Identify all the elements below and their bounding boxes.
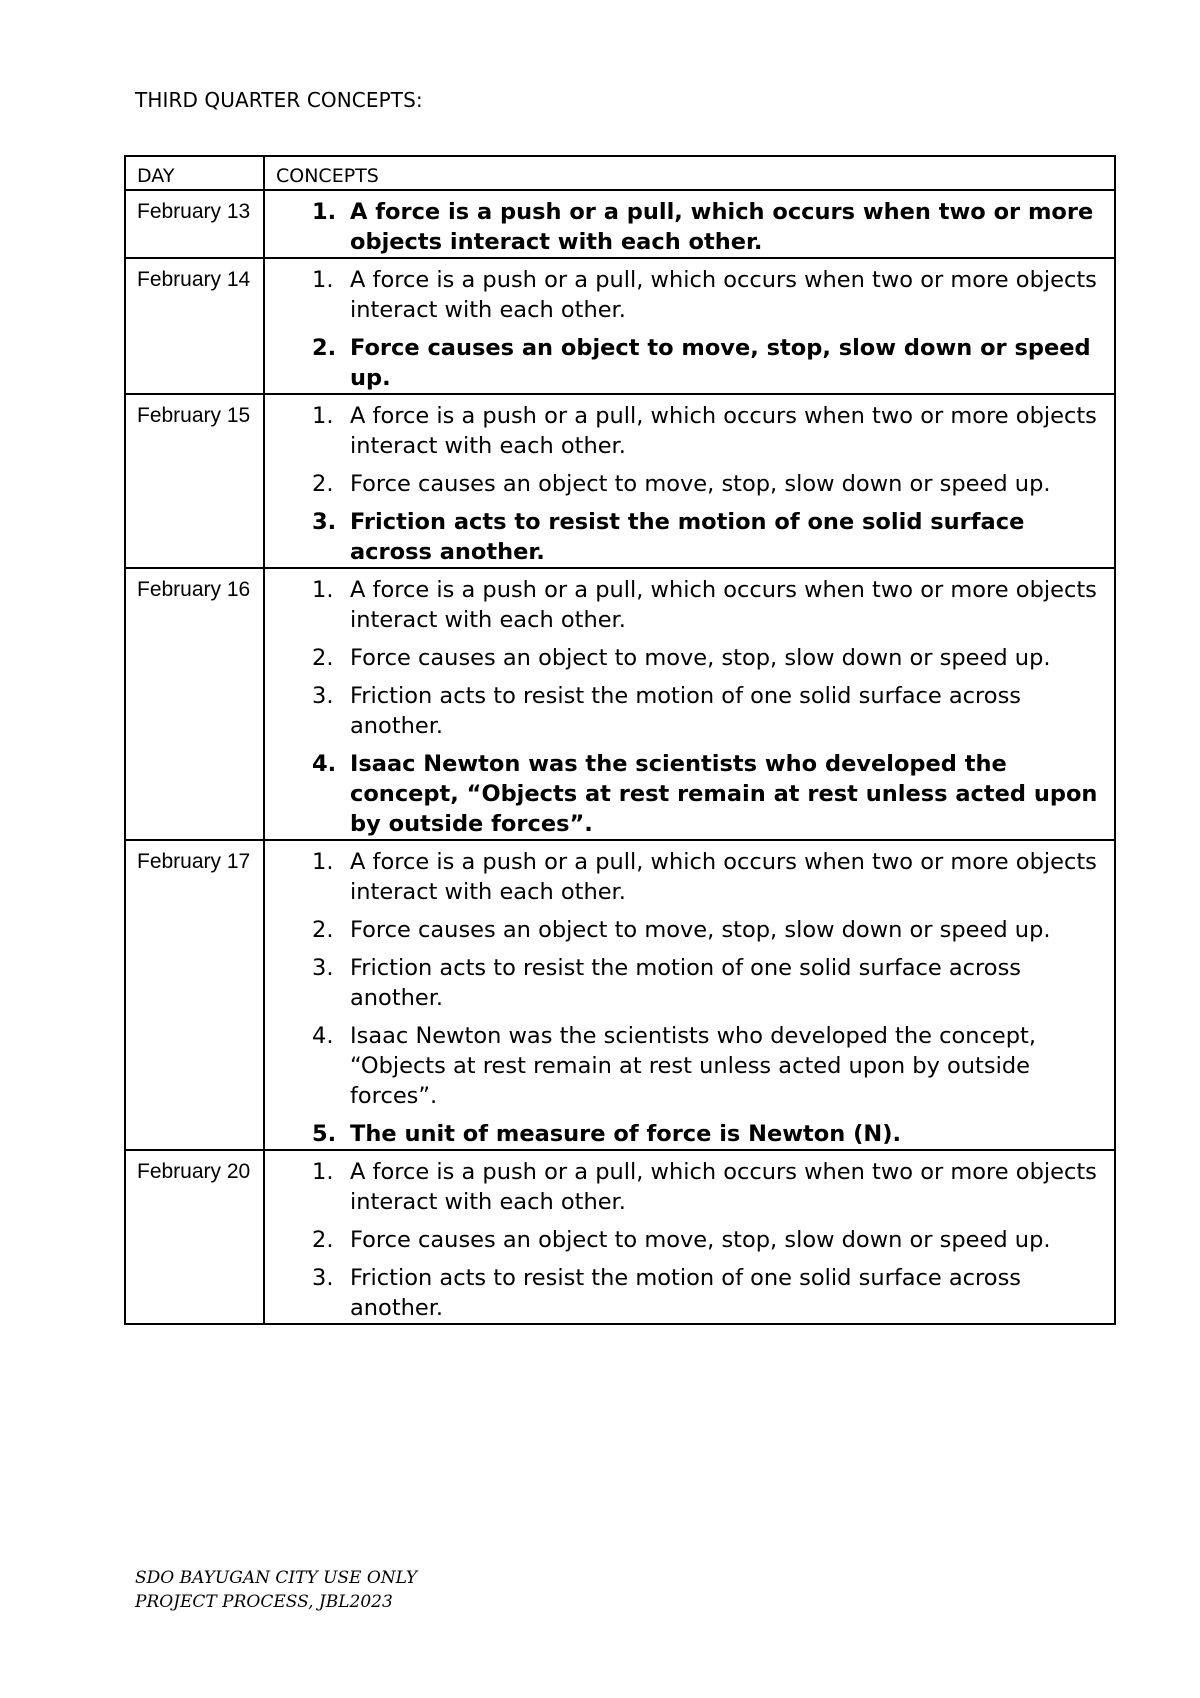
concept-item-text: Isaac Newton was the scientists who developed the concept, “Objects at rest remain at rest unless acted upon by outside forces”. bbox=[350, 1023, 1036, 1109]
concept-item-text: Force causes an object to move, stop, slow down or speed up. bbox=[350, 917, 1051, 943]
day-cell: February 15 bbox=[125, 394, 264, 568]
concept-item bbox=[265, 1119, 1100, 1149]
day-cell: February 16 bbox=[125, 568, 264, 840]
concept-item-text: A force is a push or a pull, which occurs when two or more objects interact with each other. bbox=[350, 199, 1094, 255]
day-cell: February 13 bbox=[125, 190, 264, 258]
concept-item bbox=[265, 401, 1100, 461]
table-row bbox=[125, 190, 1115, 258]
concept-item-number: 2. bbox=[312, 1227, 334, 1253]
concept-item-text: Isaac Newton was the scientists who developed the concept, “Objects at rest remain at rest unless acted upon by outside forces”. bbox=[350, 751, 1098, 837]
concept-item-text: Friction acts to resist the motion of one solid surface across another. bbox=[350, 955, 1022, 1011]
concept-item-text: Force causes an object to move, stop, slow down or speed up. bbox=[350, 645, 1051, 671]
concept-list bbox=[265, 401, 1100, 567]
concepts-cell bbox=[264, 394, 1115, 568]
day-cell: February 17 bbox=[125, 840, 264, 1150]
concept-item bbox=[265, 507, 1100, 567]
concept-item-number: 1. bbox=[312, 403, 334, 429]
table-row bbox=[125, 840, 1115, 1150]
concept-list bbox=[265, 197, 1100, 257]
table-header-row bbox=[125, 156, 1115, 190]
concept-item-number: 2. bbox=[312, 335, 337, 361]
concept-item-number: 2. bbox=[312, 471, 334, 497]
document-title: THIRD QUARTER CONCEPTS: bbox=[135, 88, 423, 112]
concept-item bbox=[265, 643, 1100, 673]
concept-item bbox=[265, 847, 1100, 907]
concept-item bbox=[265, 265, 1100, 325]
concept-item-number: 1. bbox=[312, 577, 334, 603]
concept-item-text: Force causes an object to move, stop, slow down or speed up. bbox=[350, 471, 1051, 497]
concept-item bbox=[265, 197, 1100, 257]
concept-item-number: 2. bbox=[312, 917, 334, 943]
concept-item-number: 3. bbox=[312, 683, 334, 709]
footer-line-1: SDO BAYUGAN CITY USE ONLY bbox=[135, 1568, 418, 1588]
concept-item-number: 1. bbox=[312, 849, 334, 875]
concept-item bbox=[265, 1263, 1100, 1323]
concept-item-text: Force causes an object to move, stop, slow down or speed up. bbox=[350, 1227, 1051, 1253]
concept-item bbox=[265, 915, 1100, 945]
concept-item-text: A force is a push or a pull, which occurs when two or more objects interact with each other. bbox=[350, 1159, 1097, 1215]
table-row bbox=[125, 568, 1115, 840]
table-row bbox=[125, 394, 1115, 568]
concepts-cell bbox=[264, 258, 1115, 394]
concept-item bbox=[265, 749, 1100, 839]
concept-item-text: A force is a push or a pull, which occurs when two or more objects interact with each other. bbox=[350, 849, 1097, 905]
concept-item bbox=[265, 1157, 1100, 1217]
concepts-cell bbox=[264, 1150, 1115, 1324]
header-concepts: CONCEPTS bbox=[264, 156, 1115, 190]
concept-item bbox=[265, 1225, 1100, 1255]
concept-item-number: 5. bbox=[312, 1121, 337, 1147]
table-row bbox=[125, 1150, 1115, 1324]
concept-item-number: 4. bbox=[312, 1023, 334, 1049]
concept-item-number: 1. bbox=[312, 199, 337, 225]
concept-item bbox=[265, 469, 1100, 499]
day-cell: February 14 bbox=[125, 258, 264, 394]
concept-item bbox=[265, 681, 1100, 741]
concepts-cell bbox=[264, 840, 1115, 1150]
concept-item-number: 3. bbox=[312, 955, 334, 981]
concept-item-number: 1. bbox=[312, 1159, 334, 1185]
concepts-cell bbox=[264, 568, 1115, 840]
concept-item-text: The unit of measure of force is Newton (N). bbox=[350, 1121, 902, 1147]
concepts-table bbox=[124, 155, 1116, 1325]
concept-item-number: 3. bbox=[312, 1265, 334, 1291]
concept-item-text: A force is a push or a pull, which occurs when two or more objects interact with each other. bbox=[350, 577, 1097, 633]
concept-item-text: A force is a push or a pull, which occurs when two or more objects interact with each other. bbox=[350, 267, 1097, 323]
concept-item-text: A force is a push or a pull, which occurs when two or more objects interact with each other. bbox=[350, 403, 1097, 459]
concept-item-number: 4. bbox=[312, 751, 337, 777]
concept-list bbox=[265, 575, 1100, 839]
concept-item bbox=[265, 333, 1100, 393]
footer-line-2: PROJECT PROCESS, JBL2023 bbox=[135, 1592, 393, 1612]
concept-item-text: Force causes an object to move, stop, slow down or speed up. bbox=[350, 335, 1091, 391]
table-row bbox=[125, 258, 1115, 394]
concept-item-number: 1. bbox=[312, 267, 334, 293]
day-cell: February 20 bbox=[125, 1150, 264, 1324]
header-day: DAY bbox=[125, 156, 264, 190]
concept-item bbox=[265, 575, 1100, 635]
concept-item-text: Friction acts to resist the motion of one solid surface across another. bbox=[350, 1265, 1022, 1321]
concept-list bbox=[265, 1157, 1100, 1323]
concept-item-number: 2. bbox=[312, 645, 334, 671]
concepts-table-body bbox=[125, 156, 1115, 1324]
concept-item-text: Friction acts to resist the motion of one solid surface across another. bbox=[350, 683, 1022, 739]
concept-item-text: Friction acts to resist the motion of one solid surface across another. bbox=[350, 509, 1025, 565]
concept-item-number: 3. bbox=[312, 509, 337, 535]
concept-item bbox=[265, 953, 1100, 1013]
concept-list bbox=[265, 265, 1100, 393]
concept-list bbox=[265, 847, 1100, 1149]
concepts-cell bbox=[264, 190, 1115, 258]
concept-item bbox=[265, 1021, 1100, 1111]
